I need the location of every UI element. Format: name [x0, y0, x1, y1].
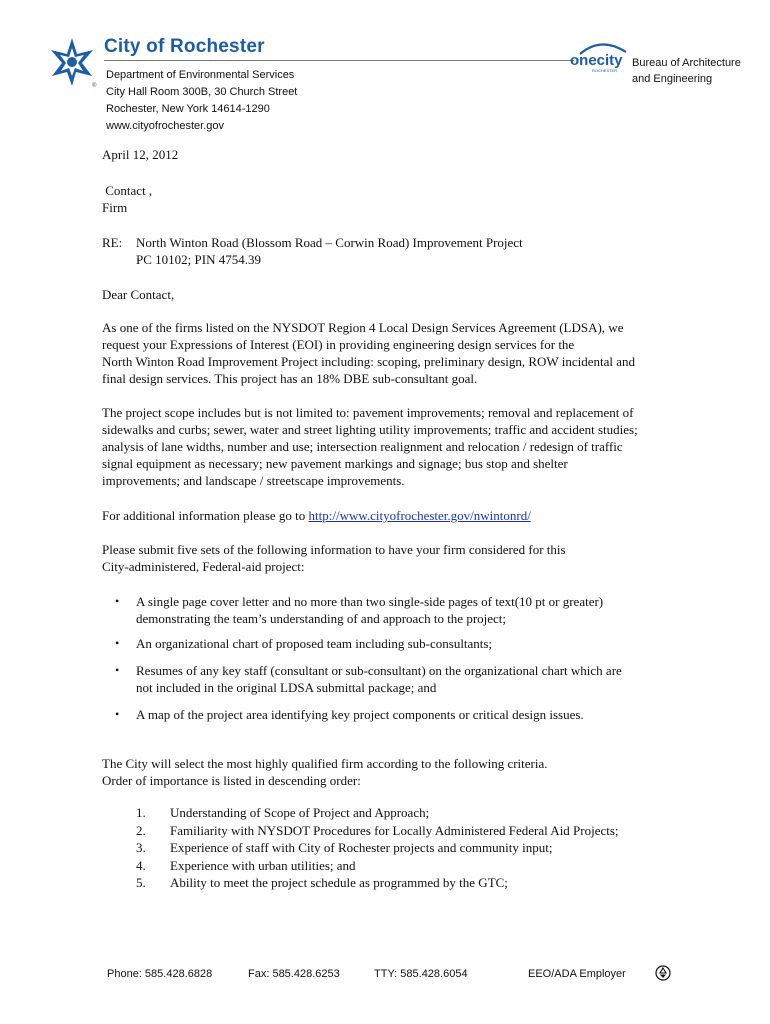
criteria-number: 5.: [136, 875, 146, 890]
text-line: request your Expressions of Interest (EOI) in providing engineering design services for the: [102, 337, 575, 352]
info-line: [102, 507, 531, 524]
footer-eeo: EEO/ADA Employer: [528, 968, 626, 980]
text-line: final design services. This project has an 18% DBE sub-consultant goal.: [102, 371, 478, 386]
recipient-contact: Contact ,: [102, 183, 153, 198]
paragraph-scope: [102, 404, 702, 489]
text-line: not included in the original LDSA submittal package; and: [136, 680, 437, 695]
text-line: demonstrating the team’s understanding of and approach to the project;: [136, 611, 507, 626]
re-project-title: North Winton Road (Blossom Road – Corwin Road) Improvement Project: [136, 235, 523, 250]
criteria-intro: [102, 755, 702, 789]
text-line: signal equipment as necessary; new pavement markings and signage; bus stop and shelter: [102, 456, 568, 471]
recycled-paper-icon: [655, 965, 671, 981]
letter-date: April 12, 2012: [102, 147, 179, 162]
text-line: A single page cover letter and no more than two single-side pages of text(10 pt or greater): [136, 594, 604, 609]
salutation: Dear Contact,: [102, 287, 175, 302]
text-line: A map of the project area identifying key project components or critical design issues.: [136, 707, 584, 722]
criteria-text: Understanding of Scope of Project and Approach;: [170, 805, 430, 820]
criteria-text: Experience with urban utilities; and: [170, 857, 356, 873]
criteria-text: Experience of staff with City of Rochester projects and community input;: [170, 840, 553, 855]
footer-phone: Phone: 585.428.6828: [107, 968, 213, 980]
criteria-text: Familiarity with NYSDOT Procedures for Locally Administered Federal Aid Projects;: [170, 822, 619, 838]
text-line: sidewalks and curbs; sewer, water and street lighting utility improvements; traffic and accident studies;: [102, 422, 638, 437]
department-name: Department of Environmental Services: [106, 69, 295, 81]
bullet-icon: •: [115, 594, 120, 608]
list-item: [136, 706, 584, 723]
criteria-text: Ability to meet the project schedule as programmed by the GTC;: [170, 875, 508, 890]
text-line: The City will select the most highly qualified firm according to the following criteria.: [102, 756, 548, 771]
bureau-line: and Engineering: [632, 73, 713, 85]
footer-tty: TTY: 585.428.6054: [374, 968, 468, 980]
info-prefix: For additional information please go to: [102, 508, 309, 523]
bullet-icon: •: [115, 636, 120, 650]
text-line: City-administered, Federal-aid project:: [102, 559, 305, 574]
recipient-firm: Firm: [102, 200, 128, 215]
list-item: [136, 635, 492, 652]
list-item: [136, 593, 603, 627]
criteria-number: 4.: [136, 857, 146, 873]
list-item: [136, 662, 622, 696]
criteria-number: 1.: [136, 805, 146, 820]
text-line: Resumes of any key staff (consultant or sub-consultant) on the organizational chart which are: [136, 663, 622, 678]
text-line: The project scope includes but is not limited to: pavement improvements; removal and replacement of: [102, 405, 634, 420]
city-flower-logo-icon: [46, 36, 98, 88]
svg-text:®: ®: [92, 83, 97, 88]
onecity-logo-text: onecity: [570, 52, 623, 69]
text-line: improvements; and landscape / streetscape improvements.: [102, 473, 405, 488]
criteria-number: 2.: [136, 822, 146, 838]
bureau-block: [632, 55, 741, 87]
text-line: Order of importance is listed in descending order:: [102, 773, 361, 788]
address-line: City Hall Room 300B, 30 Church Street: [106, 86, 298, 98]
text-line: North Winton Road Improvement Project including: scoping, preliminary design, ROW incidental and: [102, 354, 635, 369]
bureau-line: Bureau of Architecture: [632, 57, 741, 69]
city-state-zip: Rochester, New York 14614-1290: [106, 103, 270, 115]
bullet-icon: •: [115, 707, 120, 721]
header-divider: [104, 60, 574, 61]
onecity-logo-sub: ROCHESTER: [592, 68, 618, 73]
text-line: analysis of lane widths, number and use; intersection realignment and relocation / redesign of traffic: [102, 439, 623, 454]
text-line: Please submit five sets of the following information to have your firm considered for this: [102, 542, 566, 557]
onecity-logo-icon: [570, 38, 632, 74]
text-line: An organizational chart of proposed team including sub-consultants;: [136, 636, 493, 651]
website: www.cityofrochester.gov: [106, 120, 224, 132]
department-address-block: [106, 67, 297, 135]
re-label: RE:: [102, 235, 123, 250]
paragraph-intro: [102, 319, 702, 387]
submit-intro: [102, 541, 702, 575]
footer-fax: Fax: 585.428.6253: [248, 968, 340, 980]
criteria-number: 3.: [136, 840, 146, 855]
city-title: City of Rochester: [104, 36, 265, 57]
re-project-numbers: PC 10102; PIN 4754.39: [136, 252, 261, 267]
bullet-icon: •: [115, 663, 120, 677]
text-line: As one of the firms listed on the NYSDOT Region 4 Local Design Services Agreement (LDSA), we: [102, 320, 624, 335]
project-website-link[interactable]: http://www.cityofrochester.gov/nwintonrd/: [308, 508, 531, 523]
